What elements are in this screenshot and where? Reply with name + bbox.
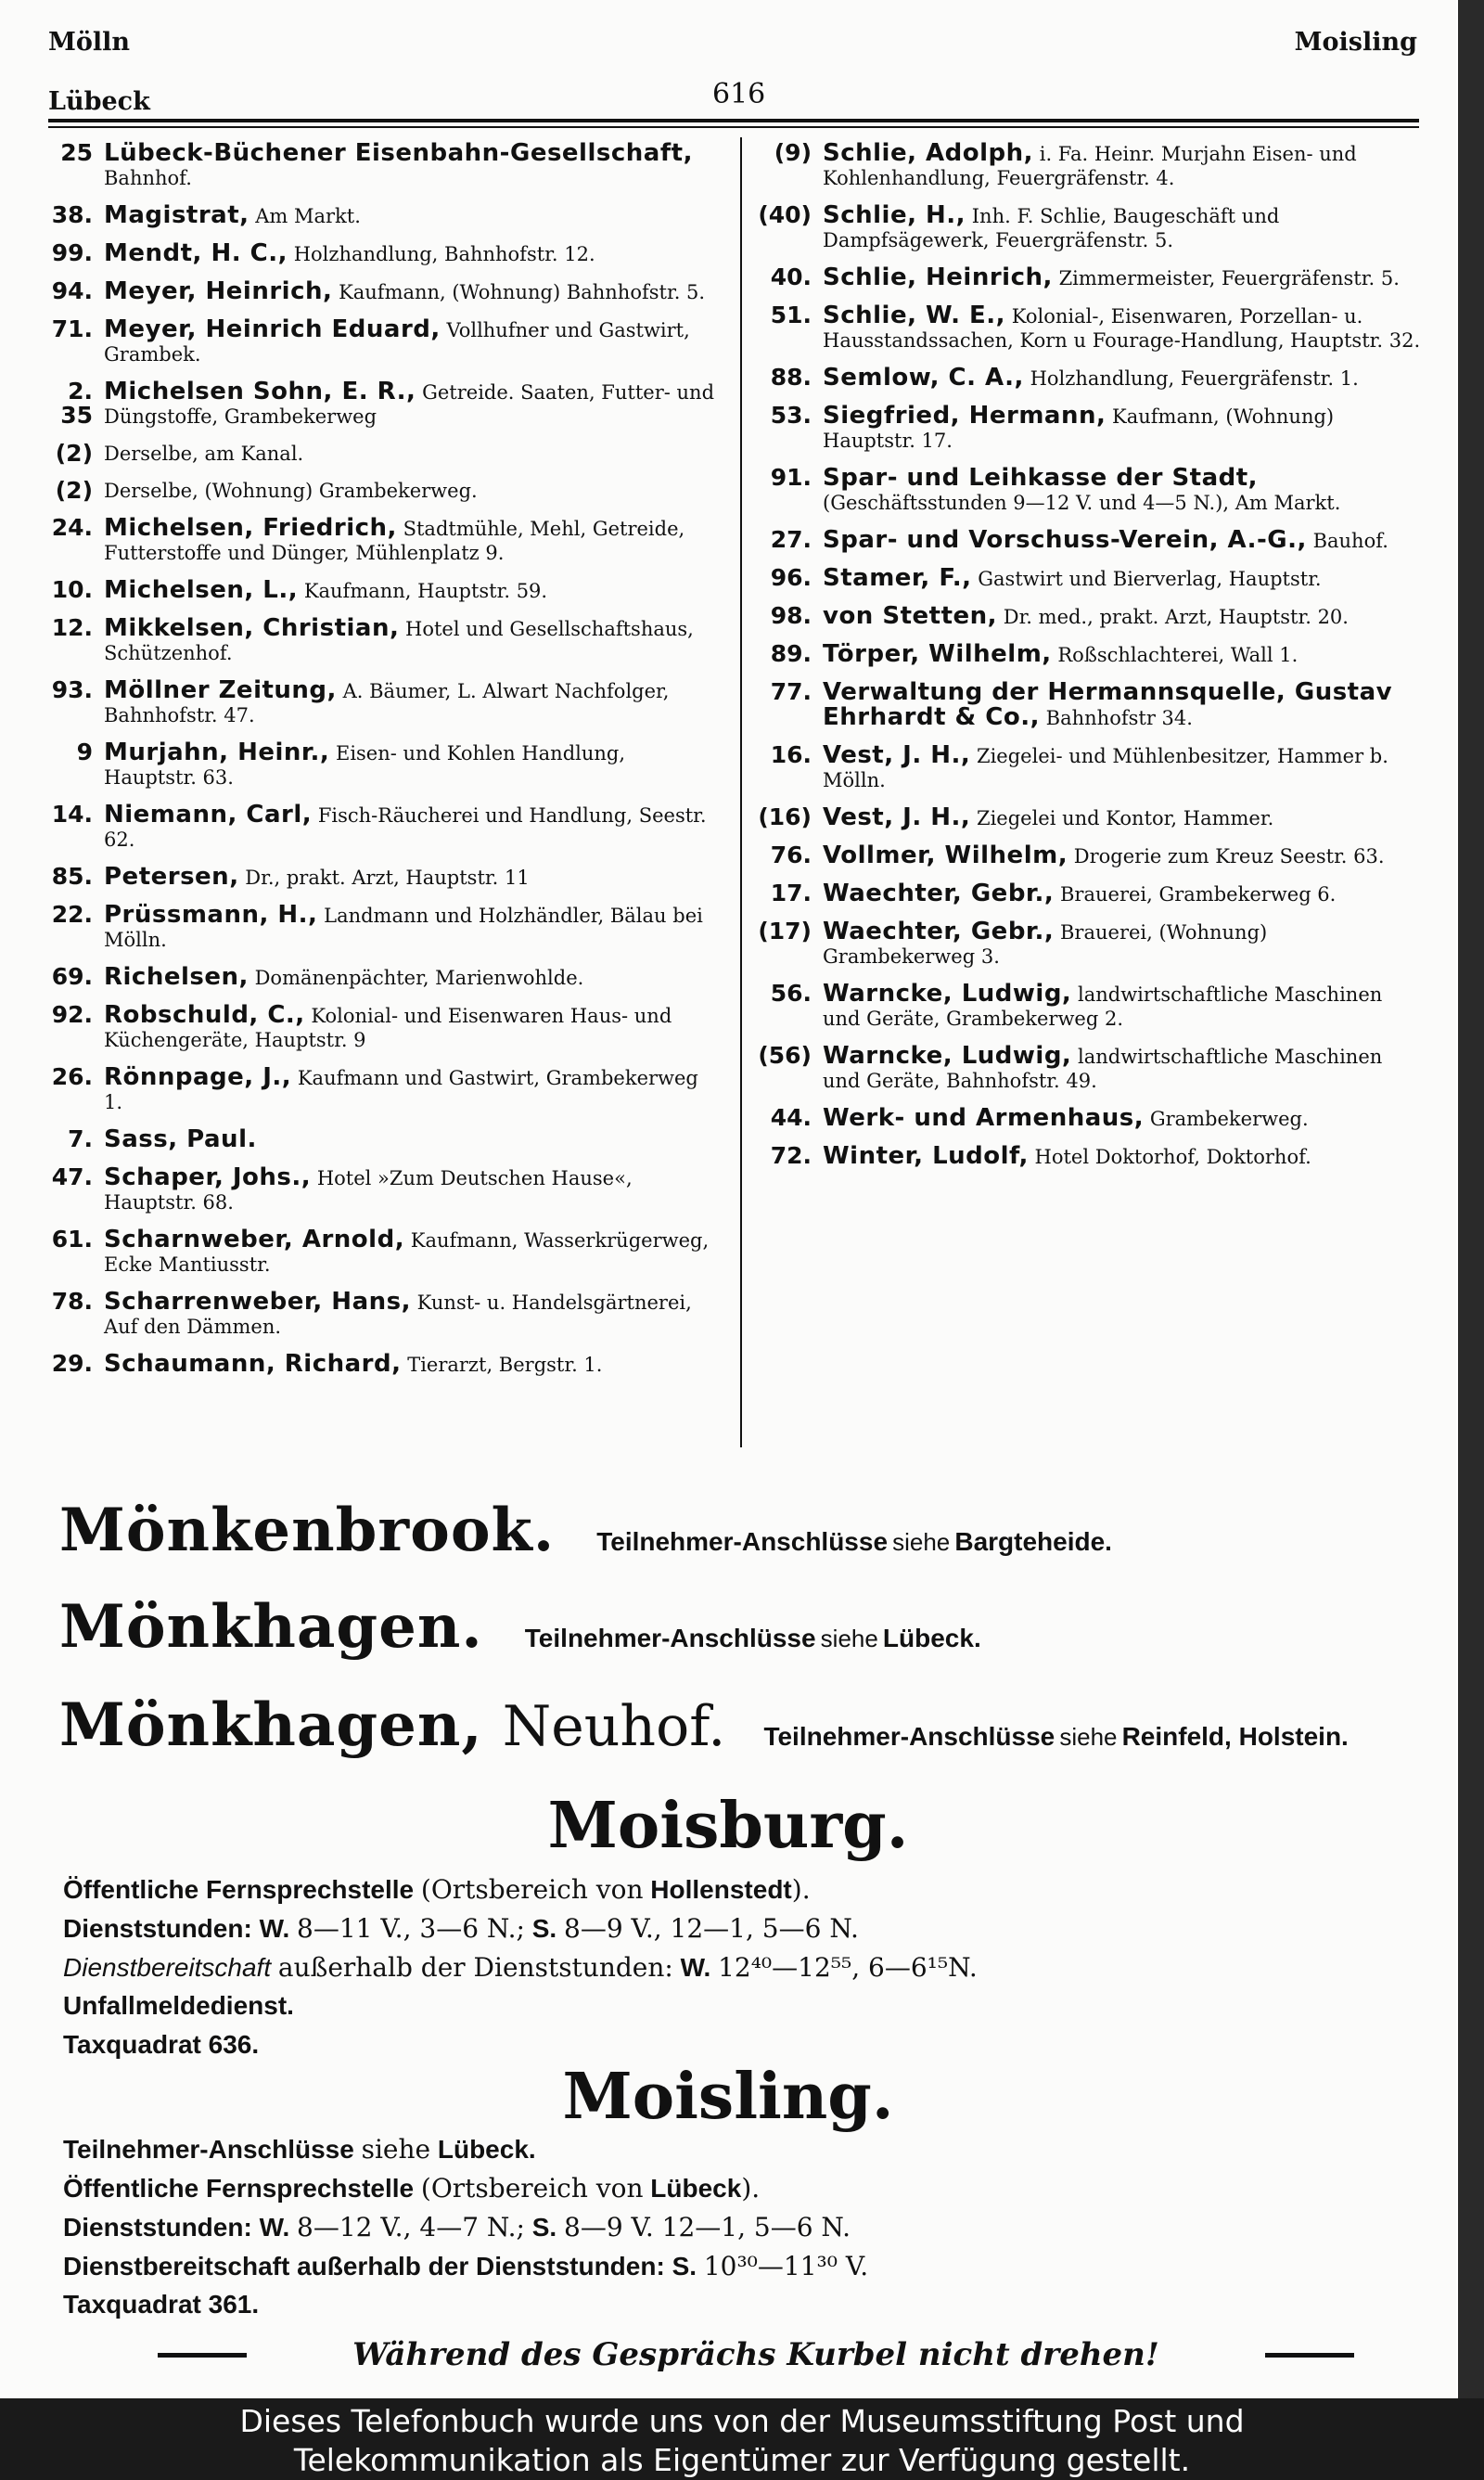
text: Dienstbereitschaft außerhalb der Dienststunden: — [63, 2252, 665, 2281]
entry-number: 2. 35 — [60, 378, 93, 429]
text: Hollenstedt — [650, 1875, 792, 1904]
entry-detail: A. Bäumer, L. Alwart Nachfolger, Bahnhofstr. 47. — [104, 680, 670, 726]
entry-number: 10. — [51, 576, 93, 603]
directory-entry — [756, 843, 1424, 868]
entry-body — [823, 642, 1424, 667]
page-number: 616 — [712, 78, 766, 110]
entry-body — [104, 678, 719, 727]
text: Dienststunden: — [63, 1914, 252, 1943]
directory-entry — [37, 241, 719, 266]
entry-body — [104, 740, 719, 790]
place-note-b: siehe — [892, 1528, 951, 1556]
entry-name: Stamer, F., — [823, 564, 972, 592]
entry-detail: Am Markt. — [255, 205, 361, 227]
entry-number: (56) — [758, 1042, 812, 1069]
entry-name: Warncke, Ludwig, — [823, 980, 1072, 1008]
entry-detail: Fisch-Räucherei und Handlung, Seestr. 62. — [104, 804, 707, 851]
moisburg-line-3 — [63, 1952, 978, 1983]
entry-name: Törper, Wilhelm, — [823, 640, 1052, 668]
entry-number: 93. — [51, 676, 93, 703]
entry-detail: Getreide. Saaten, Futter- und Düngstoffe, Grambekerweg — [104, 381, 715, 428]
entry-number: 96. — [770, 564, 812, 591]
entry-number: 7. — [68, 1125, 93, 1152]
entry-name: Semlow, C. A., — [823, 364, 1024, 392]
entry-name: Möllner Zeitung, — [104, 676, 337, 704]
place-title: Mönkhagen. — [59, 1592, 483, 1662]
entry-number: 24. — [51, 514, 93, 541]
entry-body — [104, 1065, 719, 1114]
left-column — [37, 141, 719, 1390]
directory-entry — [37, 1003, 719, 1052]
directory-entry — [37, 1290, 719, 1339]
entry-detail: Kaufmann, Hauptstr. 59. — [303, 580, 548, 602]
entry-number: 69. — [51, 963, 93, 990]
entry-body — [104, 803, 719, 852]
scan-edge — [1458, 0, 1484, 2398]
entry-detail: Tierarzt, Bergstr. 1. — [407, 1354, 603, 1376]
directory-entry — [37, 965, 719, 990]
moisburg-line-5: Taxquadrat 636. — [63, 2030, 260, 2059]
entry-number: 77. — [770, 678, 812, 705]
entry-name: Michelsen Sohn, E. R., — [104, 378, 416, 405]
entry-body — [104, 1290, 719, 1339]
entry-name: Michelsen, L., — [104, 576, 299, 604]
entry-number: 26. — [51, 1063, 93, 1090]
directory-entry — [756, 1044, 1424, 1093]
directory-entry — [756, 528, 1424, 553]
text: S. — [672, 2252, 697, 2281]
entry-number: 88. — [770, 364, 812, 391]
entry-number: 51. — [770, 302, 812, 328]
notice-dash-right — [1265, 2353, 1354, 2358]
entry-detail: Kaufmann und Gastwirt, Grambekerweg 1. — [104, 1067, 698, 1113]
text: Dienststunden: — [63, 2213, 252, 2242]
entry-body — [823, 566, 1424, 591]
directory-entry — [37, 203, 719, 228]
moisburg-line-2 — [63, 1913, 859, 1944]
column-divider — [740, 137, 742, 1447]
text: ). — [741, 2173, 761, 2204]
entry-body — [104, 379, 719, 429]
entry-name: Sass, Paul. — [104, 1125, 257, 1153]
entry-name: Mendt, H. C., — [104, 239, 288, 267]
entry-body — [104, 616, 719, 665]
directory-entry — [756, 303, 1424, 353]
directory-entry — [37, 442, 719, 466]
entry-detail: Inh. F. Schlie, Baugeschäft und Dampfsägewerk, Feuergräfenstr. 5. — [823, 205, 1280, 251]
entry-number: 27. — [770, 526, 812, 553]
directory-entry — [37, 479, 719, 503]
entry-body — [104, 479, 719, 503]
entry-number: 17. — [770, 880, 812, 906]
place-note-a: Teilnehmer-Anschlüsse — [524, 1624, 816, 1652]
place-title: Mönkhagen, — [59, 1690, 483, 1760]
footer-line-1: Dieses Telefonbuch wurde uns von der Museumsstiftung Post und — [239, 2403, 1245, 2439]
entry-name: Schlie, H., — [823, 201, 966, 229]
entry-body — [823, 805, 1424, 830]
entry-name: Meyer, Heinrich, — [104, 277, 333, 305]
entry-number: 78. — [51, 1288, 93, 1315]
entry-name: Schaper, Johs., — [104, 1163, 312, 1191]
entry-number: 71. — [51, 315, 93, 342]
directory-entry — [37, 678, 719, 727]
moisling-title: Moisling. — [562, 2060, 894, 2134]
text: 8—11 V., 3—6 N.; — [297, 1913, 525, 1944]
entry-body — [823, 982, 1424, 1031]
entry-number: 99. — [51, 239, 93, 266]
entry-body — [823, 528, 1424, 553]
entry-body — [104, 203, 719, 228]
entry-number: (2) — [55, 477, 93, 504]
entry-name: Spar- und Leihkasse der Stadt, — [823, 464, 1259, 492]
place-moenkhagen — [59, 1592, 981, 1662]
entry-detail: Hotel »Zum Deutschen Hause«, Hauptstr. 68. — [104, 1167, 633, 1214]
entry-detail: Holzhandlung, Feuergräfenstr. 1. — [1030, 367, 1359, 390]
entry-detail: Holzhandlung, Bahnhofstr. 12. — [293, 243, 595, 265]
directory-entry — [37, 279, 719, 304]
moisling-line-4 — [63, 2251, 868, 2281]
entry-body — [823, 303, 1424, 353]
entry-detail: Grambekerweg. — [1149, 1108, 1309, 1130]
entry-body — [104, 965, 719, 990]
entry-name: Waechter, Gebr., — [823, 880, 1055, 907]
directory-entry — [756, 203, 1424, 252]
entry-number: 89. — [770, 640, 812, 667]
place-note-c: Bargteheide. — [954, 1527, 1112, 1556]
entry-number: 29. — [51, 1350, 93, 1377]
text: S. — [531, 1914, 557, 1943]
entry-name: Mikkelsen, Christian, — [104, 614, 400, 642]
entry-name: Scharnweber, Arnold, — [104, 1226, 405, 1253]
entry-name: Schaumann, Richard, — [104, 1350, 402, 1378]
place-note-a: Teilnehmer-Anschlüsse — [763, 1722, 1055, 1751]
text: (Ortsbereich von — [420, 2173, 644, 2204]
directory-entry — [756, 566, 1424, 591]
directory-entry — [37, 865, 719, 890]
entry-name: Derselbe, — [104, 480, 198, 502]
entry-number: 16. — [770, 741, 812, 768]
directory-entry — [37, 379, 719, 429]
entry-body — [823, 265, 1424, 290]
entry-name: Michelsen, Friedrich, — [104, 514, 397, 542]
entry-detail: landwirtschaftliche Maschinen und Geräte, Bahnhofstr. 49. — [823, 1046, 1383, 1092]
entry-body — [104, 241, 719, 266]
entry-body — [823, 466, 1424, 515]
directory-entry — [37, 903, 719, 952]
entry-name: Prüssmann, H., — [104, 901, 318, 929]
text: S. — [531, 2213, 557, 2242]
entry-detail: Kaufmann, (Wohnung) Bahnhofstr. 5. — [339, 281, 706, 303]
directory-entry — [756, 680, 1424, 730]
entry-body — [104, 1227, 719, 1277]
entry-number: 91. — [770, 464, 812, 491]
entry-number: 85. — [51, 863, 93, 890]
entry-name: Petersen, — [104, 863, 239, 891]
entry-name: Werk- und Armenhaus, — [823, 1104, 1145, 1132]
entry-detail: Kolonial-, Eisenwaren, Porzellan- u. Hausstandssachen, Korn u Fourage-Handlung, Hauptstr. 32. — [823, 305, 1421, 352]
text: W. — [259, 2213, 290, 2242]
entry-detail: Dr. med., prakt. Arzt, Hauptstr. 20. — [1003, 606, 1349, 628]
place-note-a: Teilnehmer-Anschlüsse — [596, 1527, 889, 1556]
directory-entry — [756, 919, 1424, 969]
notice-text: Während des Gesprächs Kurbel nicht drehen! — [352, 2336, 1159, 2373]
entry-detail: Gastwirt und Bierverlag, Hauptstr. — [978, 568, 1322, 590]
directory-entry — [756, 404, 1424, 453]
entry-number: 40. — [770, 263, 812, 290]
entry-number: (40) — [758, 201, 812, 228]
entry-body — [823, 919, 1424, 969]
entry-number: 12. — [51, 614, 93, 641]
directory-entry — [756, 743, 1424, 792]
place-moenkenbrook — [59, 1496, 1112, 1565]
entry-number: (9) — [774, 139, 812, 166]
entry-detail: Stadtmühle, Mehl, Getreide, Futterstoffe und Dünger, Mühlenplatz 9. — [104, 518, 685, 564]
text: 12⁴⁰—12⁵⁵, 6—6¹⁵N. — [718, 1952, 978, 1983]
entry-number: 94. — [51, 277, 93, 304]
entry-number: (16) — [758, 803, 812, 830]
directory-entry — [37, 1065, 719, 1114]
text: 8—12 V., 4—7 N.; — [297, 2212, 525, 2242]
directory-entry — [37, 141, 719, 190]
directory-entry — [756, 366, 1424, 391]
entry-number: 44. — [770, 1104, 812, 1131]
entry-detail: Bahnhof. — [104, 167, 192, 189]
entry-number: 53. — [770, 402, 812, 429]
directory-entry — [756, 265, 1424, 290]
entry-name: Magistrat, — [104, 201, 249, 229]
entry-number: 98. — [770, 602, 812, 629]
place-note-b: siehe — [1059, 1723, 1118, 1751]
entry-body — [823, 366, 1424, 391]
entry-name: Schlie, Adolph, — [823, 139, 1034, 167]
moisling-line-2 — [63, 2173, 760, 2204]
entry-name: Vest, J. H., — [823, 741, 971, 769]
entry-detail: Hotel und Gesellschaftshaus, Schützenhof. — [104, 618, 694, 664]
entry-number: 25 — [60, 139, 93, 166]
entry-body — [104, 865, 719, 890]
header-top-left: Mölln — [48, 28, 131, 57]
entry-detail: Brauerei, Grambekerweg 6. — [1060, 883, 1337, 906]
notice — [158, 2336, 1354, 2373]
place-note-c: Lübeck. — [882, 1624, 981, 1652]
entry-detail: Bahnhofstr 34. — [1045, 707, 1193, 729]
entry-name: Siegfried, Hermann, — [823, 402, 1107, 430]
directory-entry — [37, 1352, 719, 1377]
entry-detail: (Geschäftsstunden 9—12 V. und 4—5 N.), Am Markt. — [823, 492, 1341, 514]
text: Lübeck — [650, 2174, 742, 2203]
entry-name: Waechter, Gebr., — [823, 918, 1055, 945]
place-note-c: Reinfeld, Holstein. — [1121, 1722, 1349, 1751]
entry-body — [823, 203, 1424, 252]
directory-entry — [37, 1127, 719, 1152]
entry-name: Schlie, Heinrich, — [823, 263, 1053, 291]
directory-entry — [37, 740, 719, 790]
text: Dienstbereitschaft — [63, 1953, 272, 1982]
directory-entry — [37, 616, 719, 665]
entry-body — [104, 1003, 719, 1052]
text: W. — [680, 1953, 711, 1982]
entry-body — [104, 903, 719, 952]
directory-entry — [756, 604, 1424, 629]
entry-name: Vollmer, Wilhelm, — [823, 842, 1068, 869]
directory-entry — [756, 1144, 1424, 1169]
entry-body — [104, 141, 719, 190]
entry-body — [823, 1044, 1424, 1093]
entry-detail: Brauerei, (Wohnung) Grambekerweg 3. — [823, 921, 1268, 968]
entry-number: 38. — [51, 201, 93, 228]
entry-body — [104, 442, 719, 466]
text: ). — [791, 1874, 811, 1905]
directory-entry — [37, 578, 719, 603]
header-sub-left: Lübeck — [48, 87, 150, 116]
entry-name: Schlie, W. E., — [823, 302, 1006, 329]
directory-entry — [37, 1227, 719, 1277]
entry-name: von Stetten, — [823, 602, 998, 630]
entry-detail: am Kanal. — [204, 443, 304, 465]
place-title: Mönkenbrook. — [59, 1496, 556, 1565]
entry-body — [823, 604, 1424, 629]
text: W. — [259, 1914, 290, 1943]
entry-detail: Kaufmann, (Wohnung) Hauptstr. 17. — [823, 405, 1335, 452]
text: Teilnehmer-Anschlüsse — [63, 2135, 354, 2164]
text: Öffentliche Fernsprechstelle — [63, 1875, 415, 1904]
directory-entry — [756, 982, 1424, 1031]
directory-entry — [756, 466, 1424, 515]
entry-name: Vest, J. H., — [823, 803, 971, 831]
entry-detail: Roßschlachterei, Wall 1. — [1057, 644, 1298, 666]
directory-entry — [756, 141, 1424, 190]
entry-number: 72. — [770, 1142, 812, 1169]
text: außerhalb der Dienststunden: — [277, 1952, 673, 1983]
entry-body — [823, 141, 1424, 190]
entry-number: 14. — [51, 801, 93, 828]
entry-body — [104, 279, 719, 304]
entry-name: Winter, Ludolf, — [823, 1142, 1029, 1170]
entry-detail: Domänenpächter, Marienwohlde. — [254, 967, 584, 989]
moisburg-line-1 — [63, 1874, 811, 1905]
header-top-right: Moisling — [1294, 28, 1417, 57]
entry-name: Spar- und Vorschuss-Verein, A.-G., — [823, 526, 1307, 554]
entry-body — [823, 1106, 1424, 1131]
entry-name: Derselbe, — [104, 443, 198, 465]
entry-body — [104, 578, 719, 603]
moisling-line-5: Taxquadrat 361. — [63, 2290, 260, 2319]
entry-detail: i. Fa. Heinr. Murjahn Eisen- und Kohlenhandlung, Feuergräfenstr. 4. — [823, 143, 1357, 189]
entry-number: 22. — [51, 901, 93, 928]
entry-name: Richelsen, — [104, 963, 249, 991]
directory-entry — [37, 803, 719, 852]
text: 10³⁰—11³⁰ V. — [703, 2251, 869, 2281]
entry-detail: (Wohnung) Grambekerweg. — [204, 480, 478, 502]
text: 8—9 V., 12—1, 5—6 N. — [564, 1913, 859, 1944]
entry-detail: Landmann und Holzhändler, Bälau bei Mölln. — [104, 905, 703, 951]
text: 8—9 V. 12—1, 5—6 N. — [564, 2212, 851, 2242]
directory-entry — [37, 516, 719, 565]
entry-detail: Bauhof. — [1312, 530, 1388, 552]
entry-name: Rönnpage, J., — [104, 1063, 292, 1091]
directory-entry — [756, 642, 1424, 667]
entry-body — [823, 680, 1424, 730]
directory-entry — [37, 1165, 719, 1214]
entry-number: 9 — [76, 739, 93, 765]
entry-detail: Kunst- u. Handelsgärtnerei, Auf den Dämmen. — [104, 1291, 692, 1338]
footer-caption — [0, 2398, 1484, 2480]
place-moenkhagen-neuhof — [59, 1690, 1349, 1760]
place-title-suffix: Neuhof. — [502, 1694, 726, 1759]
text: (Ortsbereich von — [420, 1874, 644, 1905]
entry-body — [104, 516, 719, 565]
moisling-line-3 — [63, 2212, 851, 2242]
place-note-b: siehe — [820, 1625, 878, 1652]
entry-body — [823, 743, 1424, 792]
text: Öffentliche Fernsprechstelle — [63, 2174, 415, 2203]
entry-detail: Kaufmann, Wasserkrügerweg, Ecke Mantiusstr. — [104, 1229, 710, 1276]
entry-number: 61. — [51, 1226, 93, 1253]
directory-entry — [756, 1106, 1424, 1131]
entry-body — [823, 881, 1424, 906]
entry-body — [104, 1352, 719, 1377]
right-column — [756, 141, 1424, 1182]
entry-detail: Hotel Doktorhof, Doktorhof. — [1034, 1146, 1311, 1168]
footer-line-2: Telekommunikation als Eigentümer zur Verfügung gestellt. — [293, 2442, 1191, 2478]
entry-detail: Zimmermeister, Feuergräfenstr. 5. — [1058, 267, 1400, 289]
entry-name: Murjahn, Heinr., — [104, 739, 330, 766]
text: siehe — [361, 2134, 431, 2165]
entry-name: Lübeck-Büchener Eisenbahn-Gesellschaft, — [104, 139, 693, 167]
entry-detail: Eisen- und Kohlen Handlung, Hauptstr. 63. — [104, 742, 626, 789]
entry-body — [823, 404, 1424, 453]
entry-body — [104, 317, 719, 366]
entry-name: Scharrenweber, Hans, — [104, 1288, 411, 1316]
directory-entry — [756, 805, 1424, 830]
notice-dash-left — [158, 2353, 247, 2358]
moisburg-line-4: Unfallmeldedienst. — [63, 1991, 294, 2020]
entry-number: 56. — [770, 980, 812, 1007]
directory-entry — [756, 881, 1424, 906]
entry-body — [823, 1144, 1424, 1169]
entry-number: 92. — [51, 1001, 93, 1028]
entry-name: Warncke, Ludwig, — [823, 1042, 1072, 1070]
entry-name: Meyer, Heinrich Eduard, — [104, 315, 441, 343]
entry-name: Verwaltung der Hermannsquelle, Gustav Ehrhardt & Co., — [823, 678, 1393, 731]
entry-detail: landwirtschaftliche Maschinen und Geräte, Grambekerweg 2. — [823, 983, 1383, 1030]
moisling-line-1 — [63, 2134, 536, 2165]
entry-name: Robschuld, C., — [104, 1001, 305, 1029]
entry-detail: Drogerie zum Kreuz Seestr. 63. — [1073, 845, 1385, 867]
entry-detail: Dr., prakt. Arzt, Hauptstr. 11 — [245, 867, 530, 889]
header-rule-thin — [48, 126, 1419, 128]
directory-entry — [37, 317, 719, 366]
moisburg-title: Moisburg. — [547, 1789, 909, 1863]
entry-detail: Ziegelei- und Mühlenbesitzer, Hammer b. Mölln. — [823, 745, 1388, 791]
entry-number: 76. — [770, 842, 812, 868]
entry-number: 47. — [51, 1163, 93, 1190]
entry-number: (17) — [758, 918, 812, 944]
entry-detail: Ziegelei und Kontor, Hammer. — [976, 807, 1274, 829]
entry-body — [823, 843, 1424, 868]
entry-body — [104, 1165, 719, 1214]
entry-name: Niemann, Carl, — [104, 801, 313, 829]
text: Lübeck. — [437, 2135, 536, 2164]
header-rule — [48, 119, 1419, 122]
entry-body — [104, 1127, 719, 1152]
entry-detail: Vollhufner und Gastwirt, Grambek. — [104, 319, 690, 366]
entry-detail: Kolonial- und Eisenwaren Haus- und Küchengeräte, Hauptstr. 9 — [104, 1005, 672, 1051]
entry-number: (2) — [55, 440, 93, 467]
